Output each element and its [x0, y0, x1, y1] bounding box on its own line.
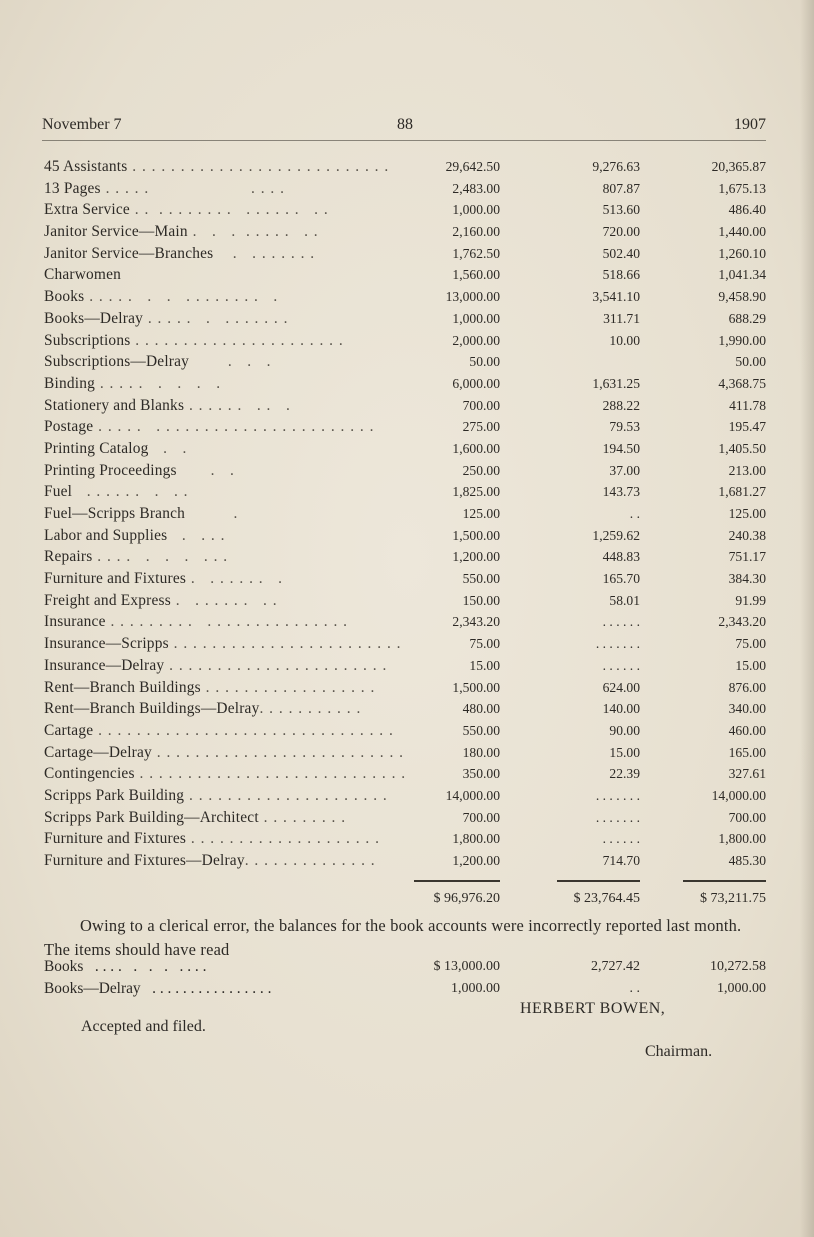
item-name: Printing Catalog [44, 439, 149, 457]
cell-appropriation: 1,500.00 [452, 527, 500, 543]
table-row [44, 611, 766, 633]
item-name: Janitor Service—Main [44, 223, 188, 241]
row-label [44, 243, 315, 265]
cell-appropriation: 14,000.00 [445, 787, 500, 803]
disposition-text: Accepted and filed. [81, 1018, 206, 1035]
leader-dots: . . . . . . . . . . . . . . . . . . . . [186, 830, 380, 848]
item-name: Freight and Express [44, 591, 171, 609]
cell-expended: . . . . . . [602, 657, 640, 673]
cell-expended: 58.01 [609, 592, 640, 608]
row-label [44, 460, 235, 482]
cell-appropriation: 1,560.00 [452, 267, 500, 283]
cell-appropriation: 1,500.00 [452, 679, 500, 695]
correction-expended: 2,727.42 [591, 959, 640, 974]
cell-balance: 411.78 [729, 397, 766, 413]
item-name: Furniture and Fixtures [44, 830, 187, 848]
item-name: Cartage [44, 721, 94, 739]
cell-appropriation: 1,200.00 [452, 853, 500, 868]
cell-balance: 1,405.50 [718, 440, 766, 456]
leader-dots: . . . . . . . . . [258, 808, 347, 826]
row-label [44, 742, 404, 764]
cell-balance: 700.00 [728, 809, 766, 825]
table-row [44, 720, 766, 742]
cell-appropriation: 15.00 [469, 657, 500, 673]
total-expended: $ 23,764.45 [573, 891, 640, 906]
table-row [44, 264, 766, 286]
total-balance: $ 73,211.75 [700, 891, 766, 906]
table-row [44, 373, 766, 395]
cell-balance: 195.47 [728, 419, 766, 435]
cell-expended: 807.87 [602, 180, 640, 196]
table-row [44, 828, 766, 850]
cell-appropriation: 75.00 [469, 636, 500, 652]
correction-balance: 10,272.58 [710, 959, 766, 974]
item-name: 13 Pages [44, 179, 101, 197]
row-label [44, 178, 285, 200]
cell-balance: 1,260.10 [718, 245, 766, 261]
item-name: Insurance—Scripps [44, 635, 169, 653]
total-rule-appropriation [414, 880, 500, 882]
item-name: Subscriptions [44, 331, 131, 349]
cell-expended: 79.53 [609, 419, 640, 435]
item-name: Scripps Park Building [44, 786, 185, 804]
item-name: Fuel—Scripps Branch [44, 505, 186, 522]
table-row [44, 416, 766, 438]
item-name: Postage [44, 418, 94, 436]
table-row [44, 243, 766, 265]
cell-expended: 143.73 [602, 484, 640, 500]
row-label [44, 438, 187, 460]
cell-appropriation: 1,800.00 [452, 831, 500, 847]
leader-dots: . . . [189, 353, 272, 371]
table-row [44, 178, 766, 200]
leader-dots: . . . . . . . . . . . . . . . . . . . . . . . . [168, 635, 402, 653]
table-row [44, 330, 766, 352]
correction-expended: . . [629, 981, 640, 996]
cell-balance: 165.00 [728, 744, 766, 760]
cell-expended: 15.00 [609, 744, 640, 760]
cell-balance: 14,000.00 [711, 787, 766, 803]
item-name: Contingencies [44, 765, 135, 783]
cell-expended: 1,631.25 [592, 375, 640, 391]
row-label [44, 655, 387, 677]
row-label [44, 286, 278, 308]
page-edge-shadow [800, 0, 814, 1237]
signer-name: HERBERT BOWEN, [520, 1000, 666, 1017]
cell-balance: 1,800.00 [718, 831, 766, 847]
item-name: Subscriptions—Delray [44, 353, 190, 371]
cell-balance: 751.17 [728, 549, 766, 565]
cell-balance: 2,343.20 [718, 614, 766, 630]
row-label [44, 503, 238, 525]
cell-balance: 1,681.27 [718, 484, 766, 500]
row-label [44, 677, 375, 699]
cell-expended: 3,541.10 [592, 289, 640, 305]
leader-dots: . [185, 505, 239, 522]
cell-appropriation: 700.00 [462, 397, 500, 413]
table-row [44, 785, 766, 807]
leader-dots: . . . . . . . . . . . . . [143, 309, 289, 327]
cell-balance: 50.00 [735, 354, 766, 370]
row-label [44, 763, 406, 785]
item-name: Rent—Branch Buildings [44, 678, 201, 696]
table-row [44, 633, 766, 655]
row-label [44, 481, 189, 503]
table-row [44, 503, 766, 525]
leader-dots: . . . . . . . . [213, 244, 316, 262]
table-row [44, 156, 766, 178]
item-name: Cartage—Delray [44, 743, 152, 761]
cell-expended: 714.70 [602, 853, 640, 868]
correction-appropriation: 1,000.00 [451, 981, 500, 996]
row-label [44, 807, 346, 829]
cell-balance: 240.38 [728, 527, 766, 543]
cell-balance: 688.29 [728, 310, 766, 326]
cell-balance: 1,440.00 [718, 224, 766, 240]
item-name: Janitor Service—Branches [44, 244, 214, 262]
cell-expended: 448.83 [602, 549, 640, 565]
cell-expended: . . . . . . . [595, 636, 640, 652]
cell-balance: 15.00 [735, 657, 766, 673]
row-label [44, 156, 389, 178]
cell-balance: 460.00 [728, 722, 766, 738]
table-row [44, 655, 766, 677]
cell-balance: 876.00 [728, 679, 766, 695]
table-row [44, 807, 766, 829]
leader-dots: . . . . . . . . . [95, 374, 222, 392]
leader-dots: . . . . . . . . . . . . . . . . . . . . . . . . . . [151, 743, 404, 761]
row-label [44, 221, 319, 243]
table-row [44, 590, 766, 612]
item-name: Repairs [44, 548, 93, 566]
cell-appropriation: 275.00 [462, 419, 500, 435]
cell-balance: 20,365.87 [711, 159, 766, 174]
page-header [42, 116, 766, 140]
item-name: Rent—Branch Buildings—Delray [44, 700, 260, 718]
cell-appropriation: 1,762.50 [452, 245, 500, 261]
leader-dots: . . . . . . . . . . . . . . . . . . . . . . [130, 331, 344, 349]
row-label [44, 633, 401, 655]
row-label [44, 199, 329, 221]
cell-balance: 384.30 [728, 571, 766, 587]
table-row [44, 850, 766, 872]
cell-expended: 10.00 [609, 332, 640, 348]
cell-expended: 90.00 [609, 722, 640, 738]
row-label [44, 850, 376, 872]
item-name: Furniture and Fixtures—Delray [44, 852, 245, 869]
table-row [44, 677, 766, 699]
cell-appropriation: 250.00 [462, 462, 500, 478]
leader-dots: . . . . . . . . . . . . . . . . . . . . . . . . . . . . [134, 765, 407, 783]
header-year: 1907 [734, 116, 766, 133]
leader-dots: . . . . . . . . . . [187, 223, 319, 241]
cell-expended: 1,259.62 [592, 527, 640, 543]
table-row [44, 221, 766, 243]
correction-label: Books—Delray [44, 980, 141, 997]
page-number: 88 [397, 116, 413, 133]
leader-dots: . . . . . . . . . . . . . . . . . . [200, 678, 376, 696]
leader-dots: . . . . . . . . . . . [83, 958, 207, 975]
cell-appropriation: 2,160.00 [452, 224, 500, 240]
item-name: Charwomen [44, 266, 122, 284]
cell-appropriation: 1,000.00 [452, 202, 500, 218]
leader-dots: . . . . . . . . . . . . . . [244, 852, 376, 869]
cell-appropriation: 1,200.00 [452, 549, 500, 565]
table-row [44, 395, 766, 417]
cell-expended: 518.66 [602, 267, 640, 283]
leader-dots: . . . . . . . . . . [92, 548, 229, 566]
cell-balance: 340.00 [728, 701, 766, 717]
item-name: Stationery and Blanks [44, 396, 185, 414]
leader-dots: . . . . . . . . . . . . . . . . . . . . . [184, 786, 388, 804]
cell-balance: 1,990.00 [718, 332, 766, 348]
correction-appropriation: $ 13,000.00 [433, 959, 500, 974]
cell-expended: 720.00 [602, 224, 640, 240]
item-name: Insurance—Delray [44, 656, 165, 674]
leader-dots: . . . . . . . . . . . . . . . . . . . . . . . . . . . . . . . [93, 721, 394, 739]
total-rule-balance [683, 880, 766, 882]
leader-dots: . . . . . . . . . . . . . . . . . . . . . . . . [105, 613, 349, 631]
item-name: Books—Delray [44, 309, 144, 327]
table-row [44, 546, 766, 568]
cell-expended: 9,276.63 [592, 159, 640, 174]
leader-dots: . . . . . . . . . . . . . . . . [140, 980, 272, 997]
cell-expended: 502.40 [602, 245, 640, 261]
table-row [44, 286, 766, 308]
cell-appropriation: 1,825.00 [452, 484, 500, 500]
appropriation-table [44, 156, 766, 872]
cell-appropriation: 180.00 [462, 744, 500, 760]
cell-expended: 22.39 [609, 766, 640, 782]
cell-appropriation: 1,000.00 [452, 310, 500, 326]
cell-balance: 1,675.13 [718, 180, 766, 196]
cell-appropriation: 125.00 [462, 506, 500, 521]
row-label [44, 525, 225, 547]
row-label [44, 546, 228, 568]
cell-appropriation: 50.00 [469, 354, 500, 370]
cell-balance: 4,368.75 [718, 375, 766, 391]
correction-balance: 1,000.00 [717, 981, 766, 996]
row-label [44, 720, 394, 742]
row-label [44, 330, 344, 352]
cell-appropriation: 150.00 [462, 592, 500, 608]
cell-expended: 194.50 [602, 440, 640, 456]
cell-balance: 327.61 [728, 766, 766, 782]
item-name: Printing Proceedings [44, 461, 177, 479]
leader-dots: . . . . . . . . . [170, 591, 278, 609]
table-row [44, 460, 766, 482]
cell-expended: . . . . . . . [595, 809, 640, 825]
table-row [44, 438, 766, 460]
cell-expended: . . [629, 506, 640, 521]
item-name: Furniture and Fixtures [44, 570, 187, 588]
item-name: Scripps Park Building—Architect [44, 808, 259, 826]
signer-title: Chairman. [645, 1043, 713, 1060]
cell-appropriation: 550.00 [462, 571, 500, 587]
correction-row [44, 978, 766, 1000]
cell-expended: 624.00 [602, 679, 640, 695]
leader-dots: . . . . . . . . . [72, 483, 189, 501]
cell-appropriation: 29,642.50 [445, 159, 500, 174]
leader-dots: . . . . . . . . . . . . . . . . . . . . . . . [164, 656, 388, 674]
item-name: Labor and Supplies [44, 526, 168, 544]
row-label [44, 395, 291, 417]
table-row [44, 481, 766, 503]
leader-dots: . . . . . . . . . . . [259, 700, 362, 718]
table-row [44, 698, 766, 720]
cell-appropriation: 13,000.00 [445, 289, 500, 305]
leader-dots: . . . . . . . . . . . . . . . . . . . . . . . . . . . . [93, 418, 375, 436]
item-name: Binding [44, 374, 95, 392]
cell-expended: 140.00 [602, 701, 640, 717]
leader-dots: . . . . [167, 526, 226, 544]
table-row [44, 308, 766, 330]
total-rule-expended [557, 880, 640, 882]
total-appropriation: $ 96,976.20 [433, 891, 500, 906]
cell-balance: 213.00 [728, 462, 766, 478]
row-label [44, 828, 380, 850]
leader-dots: . . . . . . . . . . . . . . . . . . [129, 201, 329, 219]
totals-row [44, 891, 766, 913]
cell-appropriation: 700.00 [462, 809, 500, 825]
row-label [44, 568, 283, 590]
row-label [44, 590, 278, 612]
row-label [44, 611, 348, 633]
row-label [44, 308, 288, 330]
table-row [44, 568, 766, 590]
cell-appropriation: 350.00 [462, 766, 500, 782]
table-row [44, 525, 766, 547]
row-label [44, 785, 388, 807]
leader-dots: . . . . . . . . . . . . . . . . . . . . . . . . . . . [127, 158, 390, 175]
cell-expended: 37.00 [609, 462, 640, 478]
cell-expended: . . . . . . [602, 614, 640, 630]
cell-appropriation: 2,483.00 [452, 180, 500, 196]
table-row [44, 742, 766, 764]
cell-balance: 485.30 [728, 853, 766, 868]
item-name: Fuel [44, 483, 73, 501]
cell-expended: 165.70 [602, 571, 640, 587]
header-rule [42, 140, 766, 141]
leader-dots: . . . . . . . . . [184, 396, 291, 414]
table-row [44, 199, 766, 221]
row-label [44, 264, 121, 286]
cell-appropriation: 550.00 [462, 722, 500, 738]
cell-expended: 288.22 [602, 397, 640, 413]
table-row [44, 763, 766, 785]
cell-balance: 91.99 [735, 592, 766, 608]
correction-label: Books [44, 958, 84, 975]
leader-dots: . . . . . . . . . [100, 179, 285, 197]
header-date: November 7 [42, 116, 122, 133]
cell-appropriation: 2,343.20 [452, 614, 500, 630]
leader-dots: . . [148, 439, 188, 457]
cell-expended: 513.60 [602, 202, 640, 218]
item-name: 45 Assistants [44, 158, 128, 175]
cell-appropriation: 480.00 [462, 701, 500, 717]
leader-dots: . . . . . . . . [186, 570, 283, 588]
cell-expended: . . . . . . [602, 831, 640, 847]
cell-balance: 75.00 [735, 636, 766, 652]
correction-row [44, 956, 766, 978]
cell-appropriation: 2,000.00 [452, 332, 500, 348]
leader-dots: . . . . . . . . . . . . . . . . [84, 288, 279, 306]
table-row [44, 351, 766, 373]
row-label [44, 351, 272, 373]
cell-balance: 1,041.34 [718, 267, 766, 283]
cell-appropriation: 1,600.00 [452, 440, 500, 456]
cell-balance: 125.00 [728, 506, 766, 521]
cell-appropriation: 6,000.00 [452, 375, 500, 391]
leader-dots: . . [176, 461, 235, 479]
cell-balance: 9,458.90 [718, 289, 766, 305]
correction-note: Owing to a clerical error, the balances for the book accounts were incorrectly reported last month. The items should have read [44, 916, 742, 959]
item-name: Insurance [44, 613, 106, 631]
cell-balance: 486.40 [728, 202, 766, 218]
row-label [44, 373, 221, 395]
cell-expended: 311.71 [603, 310, 640, 326]
cell-expended: . . . . . . . [595, 787, 640, 803]
row-label [44, 698, 361, 720]
item-name: Books [44, 288, 85, 306]
item-name: Extra Service [44, 201, 130, 219]
row-label [44, 416, 374, 438]
